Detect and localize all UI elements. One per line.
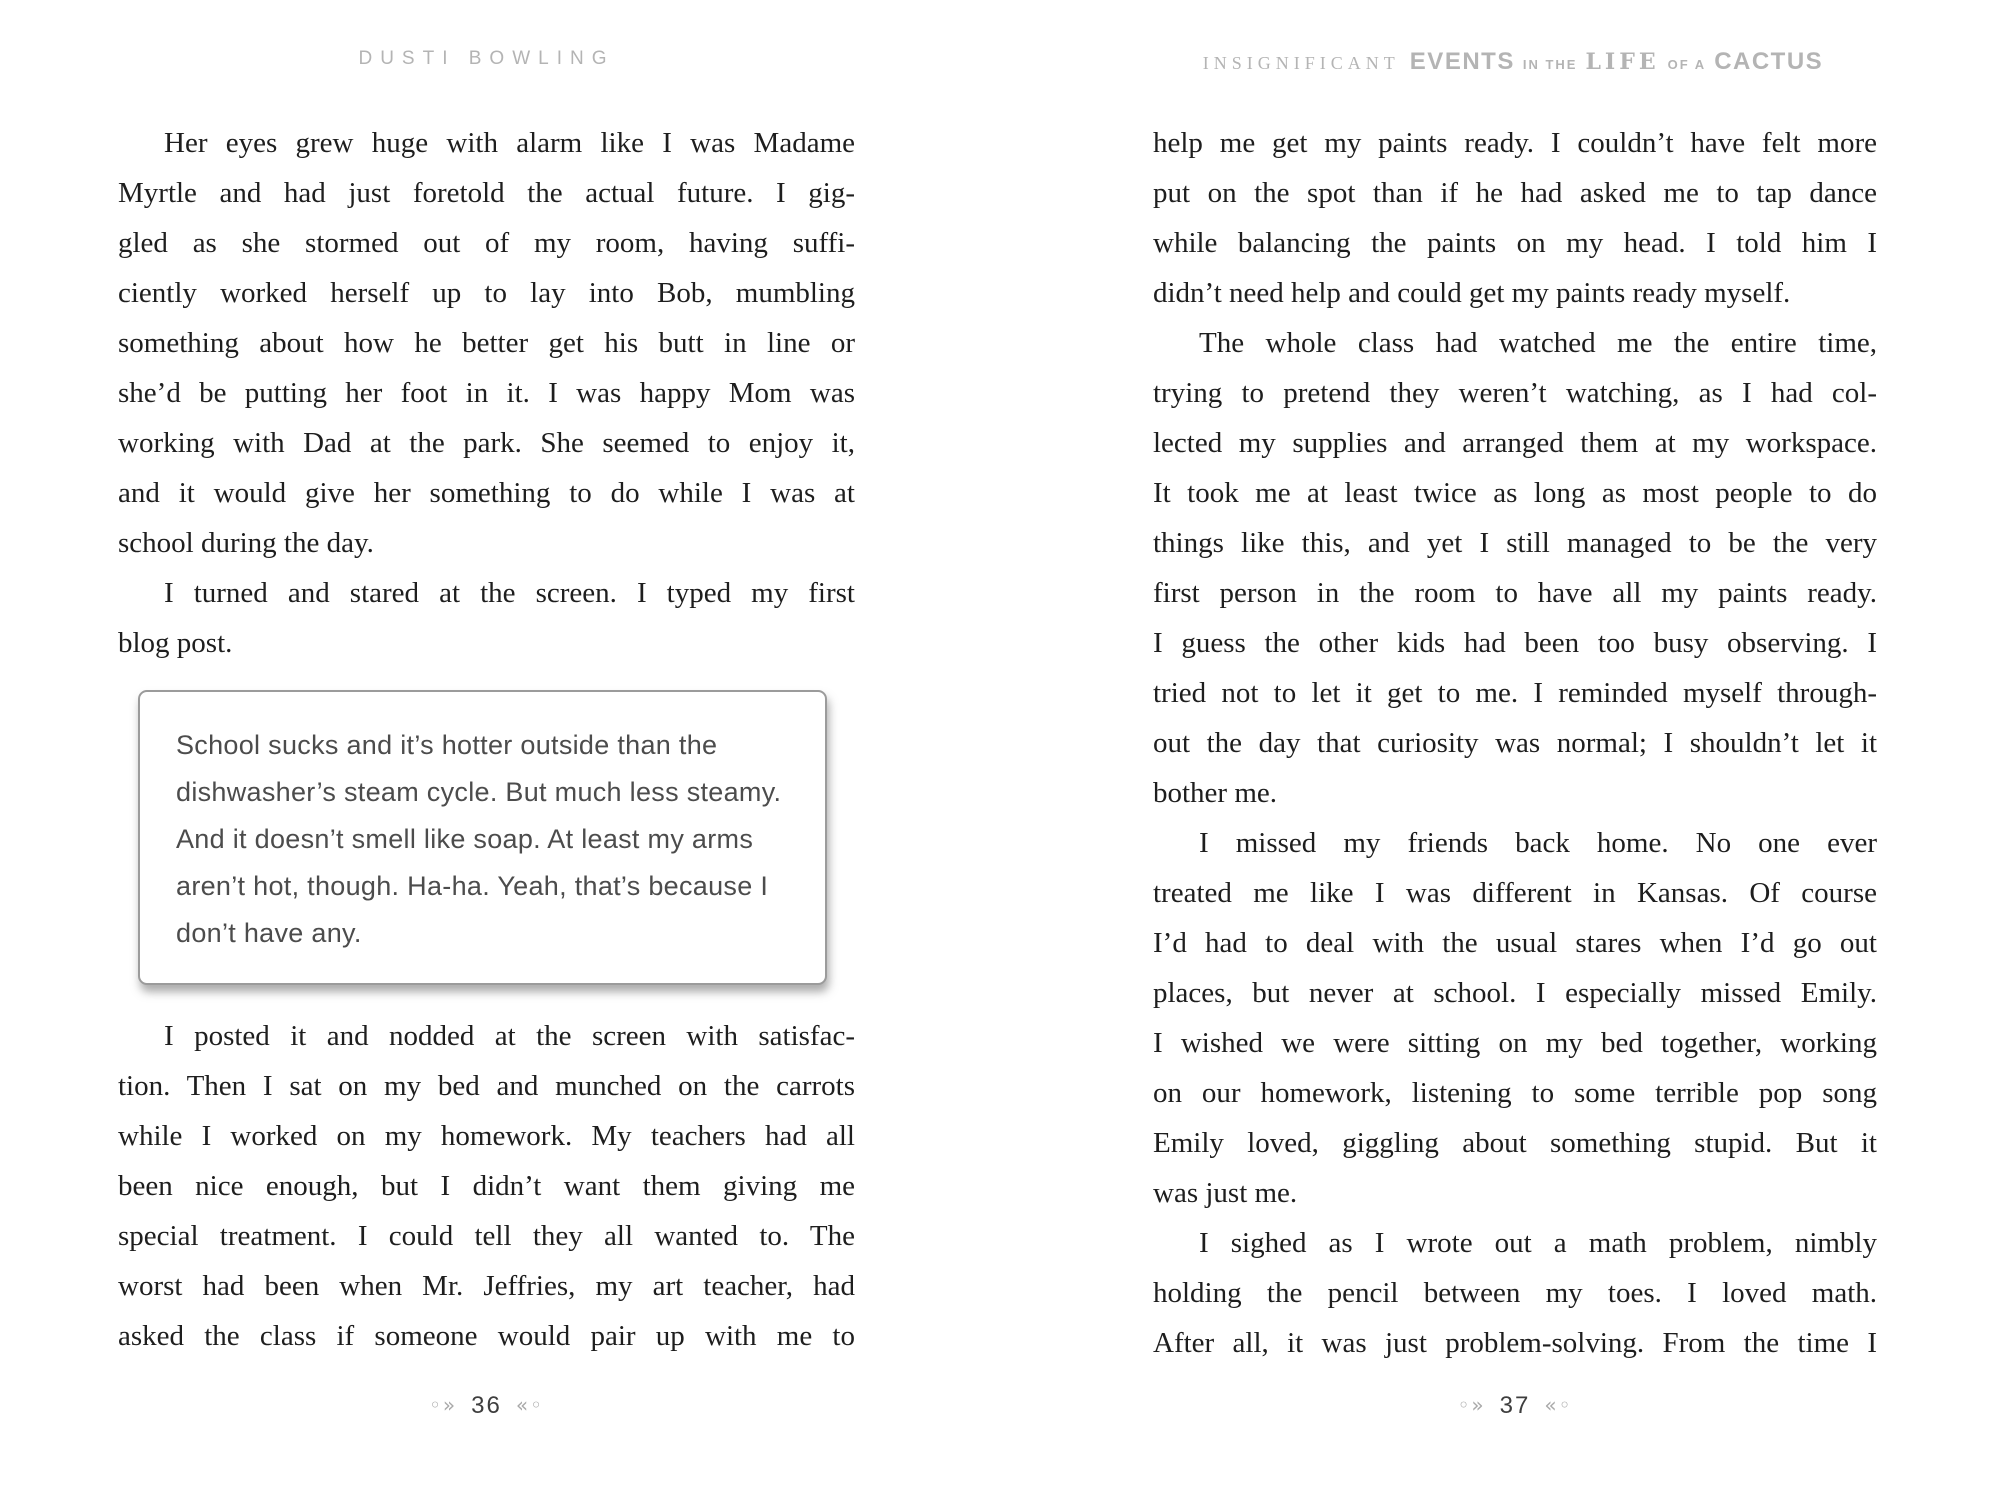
page-footer xyxy=(118,1392,855,1420)
footer-ornament-left: ◦» xyxy=(1457,1393,1486,1417)
body-line: while balancing the paints on my head. I told him I xyxy=(1153,227,1877,259)
quote-line: don’t have any. xyxy=(176,918,362,948)
body-line: help me get my paints ready. I couldn’t have felt more xyxy=(1153,127,1877,159)
body-line: school during the day. xyxy=(118,527,374,559)
body-line: lected my supplies and arranged them at my workspace. xyxy=(1153,427,1877,459)
body-paragraph xyxy=(118,568,855,668)
quote-line: aren’t hot, though. Ha-ha. Yeah, that’s because I xyxy=(176,871,769,901)
body-line: I sighed as I wrote out a math problem, nimbly xyxy=(1199,1227,1877,1259)
body-paragraph xyxy=(118,1011,855,1361)
body-line: on our homework, listening to some terrible pop song xyxy=(1153,1077,1877,1109)
body-line: trying to pretend they weren’t watching, as I had col- xyxy=(1153,377,1877,409)
page-footer xyxy=(1153,1392,1877,1420)
body-paragraph xyxy=(1153,118,1877,318)
body-line: out the day that curiosity was normal; I shouldn’t let it xyxy=(1153,727,1877,759)
body-line: It took me at least twice as long as most people to do xyxy=(1153,477,1877,509)
body-line: Myrtle and had just foretold the actual future. I gig- xyxy=(118,177,855,209)
page-content xyxy=(1153,118,1877,1368)
body-paragraph xyxy=(1153,318,1877,818)
body-line: was just me. xyxy=(1153,1177,1298,1209)
body-line: tion. Then I sat on my bed and munched on the carrots xyxy=(118,1070,855,1102)
body-line: things like this, and yet I still managed to be the very xyxy=(1153,527,1877,559)
header-part: OF A xyxy=(1667,57,1707,72)
quote-line: And it doesn’t smell like soap. At least my arms xyxy=(176,824,754,854)
footer-ornament-right: «◦ xyxy=(515,1393,544,1417)
body-line: treated me like I was different in Kansas. Of course xyxy=(1153,877,1877,909)
body-line: she’d be putting her foot in it. I was happy Mom was xyxy=(118,377,855,409)
header-part: INSIGNIFICANT xyxy=(1202,53,1400,73)
body-line: I guess the other kids had been too busy observing. I xyxy=(1153,627,1877,659)
body-paragraph xyxy=(1153,1218,1877,1368)
header-part: LIFE xyxy=(1585,49,1660,75)
body-line: tried not to let it get to me. I reminded myself through- xyxy=(1153,677,1877,709)
body-line: I missed my friends back home. No one ever xyxy=(1199,827,1877,859)
blog-post-quote-box xyxy=(138,690,827,985)
body-line: working with Dad at the park. She seemed to enjoy it, xyxy=(118,427,855,459)
running-header-author: DUSTI BOWLING xyxy=(358,48,615,69)
body-line: something about how he better get his butt in line or xyxy=(118,327,855,359)
page-content xyxy=(118,118,855,1361)
body-line: blog post. xyxy=(118,627,233,659)
body-line: and it would give her something to do while I was at xyxy=(118,477,855,509)
body-line: I’d had to deal with the usual stares when I’d go out xyxy=(1153,927,1877,959)
body-line: The whole class had watched me the entire time, xyxy=(1199,327,1877,359)
body-line: Emily loved, giggling about something stupid. But it xyxy=(1153,1127,1877,1159)
body-line: I wished we were sitting on my bed together, working xyxy=(1153,1027,1877,1059)
body-line: ciently worked herself up to lay into Bob, mumbling xyxy=(118,277,855,309)
body-line: I turned and stared at the screen. I typed my first xyxy=(164,577,855,609)
body-line: put on the spot than if he had asked me to tap dance xyxy=(1153,177,1877,209)
body-line: gled as she stormed out of my room, having suffi- xyxy=(118,227,855,259)
body-line: special treatment. I could tell they all wanted to. The xyxy=(118,1220,855,1252)
left-page-column xyxy=(118,0,855,1488)
body-line: first person in the room to have all my paints ready. xyxy=(1153,577,1877,609)
body-line: asked the class if someone would pair up with me to xyxy=(118,1320,855,1352)
body-line: worst had been when Mr. Jeffries, my art teacher, had xyxy=(118,1270,855,1302)
body-line: bother me. xyxy=(1153,777,1278,809)
body-line: places, but never at school. I especially missed Emily. xyxy=(1153,977,1877,1009)
footer-ornament-left: ◦» xyxy=(429,1393,458,1417)
quote-line: dishwasher’s steam cycle. But much less steamy. xyxy=(176,777,782,807)
body-line: holding the pencil between my toes. I loved math. xyxy=(1153,1277,1877,1309)
footer-ornament-right: «◦ xyxy=(1544,1393,1573,1417)
header-part: EVENTS xyxy=(1409,48,1515,75)
body-line: Her eyes grew huge with alarm like I was Madame xyxy=(164,127,855,159)
body-line: while I worked on my homework. My teachers had all xyxy=(118,1120,855,1152)
right-page xyxy=(1000,0,2000,1488)
header-part: CACTUS xyxy=(1714,48,1824,75)
quote-line: School sucks and it’s hotter outside than the xyxy=(176,730,718,760)
right-page-column xyxy=(1153,0,1877,1488)
page-number: 36 xyxy=(471,1392,502,1419)
body-line: didn’t need help and could get my paints ready myself. xyxy=(1153,277,1791,309)
body-line: been nice enough, but I didn’t want them giving me xyxy=(118,1170,855,1202)
body-line: I posted it and nodded at the screen with satisfac- xyxy=(164,1020,855,1052)
body-paragraph xyxy=(1153,818,1877,1218)
body-paragraph xyxy=(118,118,855,568)
header-part: IN THE xyxy=(1522,57,1578,72)
running-header-title xyxy=(1153,48,1877,76)
body-line: After all, it was just problem-solving. From the time I xyxy=(1153,1327,1877,1359)
page-number: 37 xyxy=(1499,1392,1531,1419)
